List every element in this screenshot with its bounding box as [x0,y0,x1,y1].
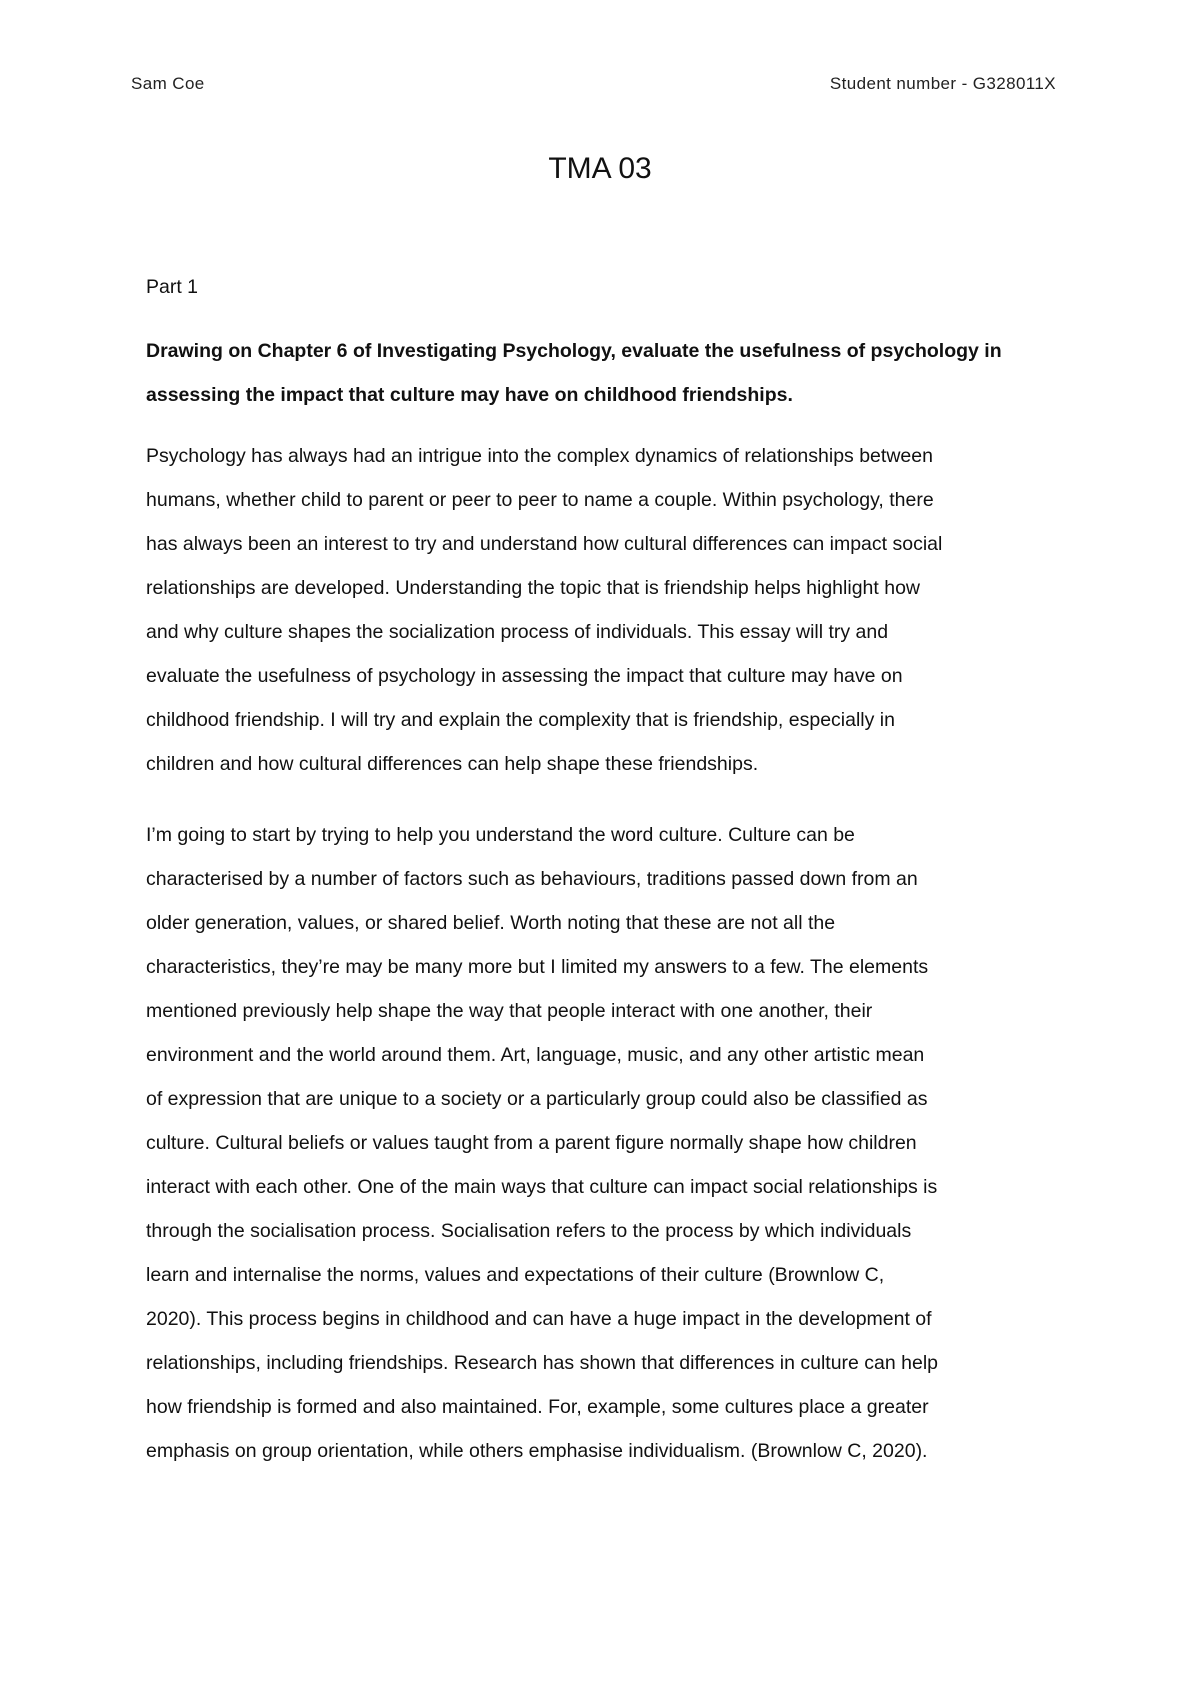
paragraph-2 [146,813,1071,1473]
paragraph-line: and why culture shapes the socialization process of individuals. This essay will try and [146,621,889,643]
paragraph-line: interact with each other. One of the main ways that culture can impact social relationships is [146,1176,938,1198]
student-number: Student number - G328011X [829,74,1056,93]
paragraph-line: I’m going to start by trying to help you understand the word culture. Culture can be [146,824,855,846]
paragraph-1 [146,434,1071,786]
paragraph-line: older generation, values, or shared belief. Worth noting that these are not all the [146,912,836,934]
author-name: Sam Coe [131,74,205,93]
paragraph-line: humans, whether child to parent or peer to peer to name a couple. Within psychology, there [146,489,934,511]
paragraph-line: characteristics, they’re may be many more but I limited my answers to a few. The elements [146,956,929,978]
paragraph-line: emphasis on group orientation, while others emphasise individualism. (Brownlow C, 2020). [146,1440,928,1462]
document-title: TMA 03 [548,152,652,185]
question-line: Drawing on Chapter 6 of Investigating Psychology, evaluate the usefulness of psychology in [146,340,1002,362]
paragraph-line: mentioned previously help shape the way that people interact with one another, their [146,1000,873,1022]
paragraph-line: childhood friendship. I will try and explain the complexity that is friendship, especially in [146,709,895,731]
question-line: assessing the impact that culture may have on childhood friendships. [146,384,793,406]
part-heading: Part 1 [146,276,199,298]
paragraph-line: Psychology has always had an intrigue into the complex dynamics of relationships between [146,445,933,467]
paragraph-line: culture. Cultural beliefs or values taught from a parent figure normally shape how children [146,1132,917,1154]
paragraph-line: how friendship is formed and also maintained. For, example, some cultures place a greater [146,1396,929,1418]
paragraph-line: environment and the world around them. Art, language, music, and any other artistic mean [146,1044,925,1066]
paragraph-line: relationships are developed. Understanding the topic that is friendship helps highlight how [146,577,920,599]
paragraph-line: relationships, including friendships. Research has shown that differences in culture can help [146,1352,939,1374]
paragraph-line: has always been an interest to try and understand how cultural differences can impact social [146,533,943,555]
paragraph-line: characterised by a number of factors such as behaviours, traditions passed down from an [146,868,918,890]
paragraph-line: 2020). This process begins in childhood and can have a huge impact in the development of [146,1308,932,1330]
paragraph-line: evaluate the usefulness of psychology in assessing the impact that culture may have on [146,665,903,687]
paragraph-line: of expression that are unique to a society or a particularly group could also be classified as [146,1088,928,1110]
essay-question [146,329,1071,417]
paragraph-line: children and how cultural differences can help shape these friendships. [146,753,759,775]
page-header [131,74,1056,100]
paragraph-line: learn and internalise the norms, values and expectations of their culture (Brownlow C, [146,1264,885,1286]
paragraph-line: through the socialisation process. Socialisation refers to the process by which individuals [146,1220,912,1242]
